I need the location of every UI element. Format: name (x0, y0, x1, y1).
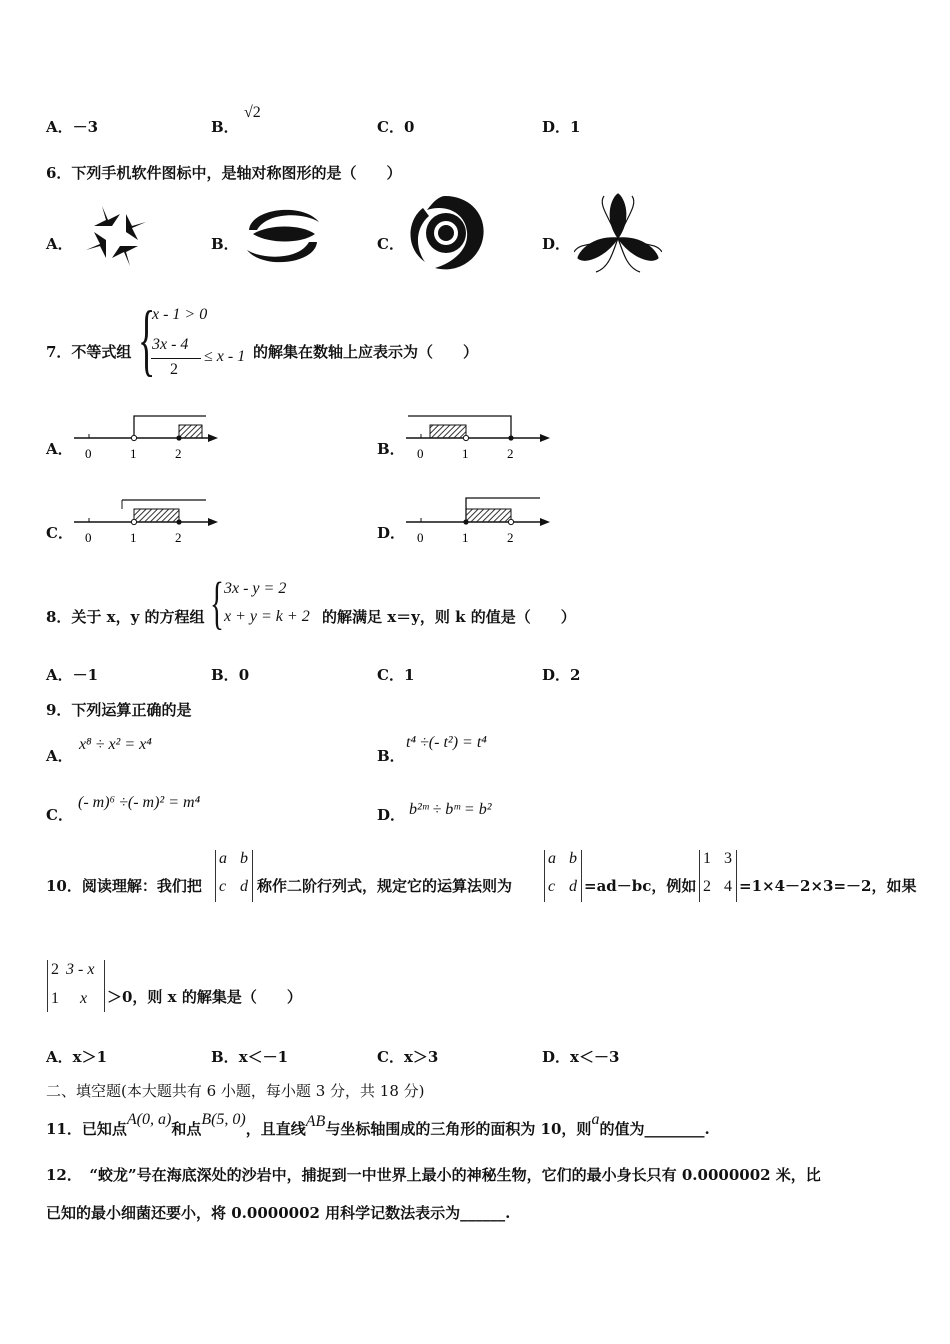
axis-tick-2: 2 (507, 530, 514, 545)
q8-option-c: C．1 (377, 666, 415, 684)
q5-option-b-value: √2 (244, 104, 261, 121)
axis-tick-2: 2 (507, 446, 514, 461)
q7-number-line-a (72, 408, 222, 464)
four-stars-icon (78, 198, 154, 274)
q8-option-a: A．－1 (46, 666, 99, 684)
q7-option-d-label: D． (377, 524, 406, 542)
q10-option-b: B．x＜－1 (211, 1048, 289, 1066)
q10-suffix: ＞0，则 x 的解集是（ ） (107, 988, 302, 1006)
axis-tick-2: 2 (175, 530, 182, 545)
axis-tick-0: 0 (85, 446, 92, 461)
axis-tick-1: 1 (130, 446, 137, 461)
q9-option-b-expr: t⁴ ÷(- t²) = t⁴ (406, 734, 487, 751)
q7-number-line-d (404, 492, 554, 548)
q10-option-a: A．x＞1 (46, 1048, 108, 1066)
q8-option-d: D．2 (542, 666, 581, 684)
q12-line-1: 12． “蛟龙”号在海底深处的沙岩中，捕捉到一中世界上最小的神秘生物，它们的最小身长只有 0.0000002 米，比 (46, 1166, 821, 1184)
q10-option-d: D．x＜－3 (542, 1048, 620, 1066)
q11-text: 11．已知点A(0, a)和点B(5, 0)，且直线AB与坐标轴围成的三角形的面积为 10，则a的值为________. (46, 1111, 710, 1138)
q9-option-a-label: A． (46, 747, 73, 765)
q7-brace: { (138, 296, 156, 384)
q7-ineq-2-numerator: 3x - 4 (152, 336, 189, 353)
q6-option-b-label: B． (211, 235, 239, 253)
q6-option-c-label: C． (377, 235, 404, 253)
q8-option-b: B．0 (211, 666, 250, 684)
q7-ineq-2-denominator: 2 (170, 361, 178, 378)
section-title: 二、填空题(本大题共有 6 小题，每小题 3 分，共 18 分) (46, 1082, 425, 1100)
q7-fraction-bar (151, 358, 201, 359)
q9-option-d-label: D． (377, 806, 406, 824)
axis-tick-1: 1 (462, 446, 469, 461)
q9-option-c-expr: (- m)⁶ ÷(- m)² = m⁴ (78, 794, 201, 811)
q9-option-a-expr: x⁸ ÷ x² = x⁴ (79, 736, 152, 753)
q6-option-a-label: A． (46, 235, 73, 253)
q8-brace: { (210, 570, 224, 635)
q7-number-line-b (404, 408, 554, 464)
q8-stem-prefix: 8．关于 x，y 的方程组 (46, 608, 205, 626)
q8-eq-1: 3x - y = 2 (224, 580, 287, 597)
axis-tick-0: 0 (417, 530, 424, 545)
det-question: 2 3 - x 1 x (47, 960, 105, 1012)
q9-option-c-label: C． (46, 806, 73, 824)
q5-option-b-label: B． (211, 118, 239, 136)
ring-logo-icon (243, 200, 323, 272)
q6-stem: 6．下列手机软件图标中，是轴对称图形的是（ ） (46, 164, 402, 182)
det-generic-2: a b c d (544, 850, 582, 902)
q5-option-d: D．1 (542, 118, 581, 136)
q5-option-a: A．－3 (46, 118, 99, 136)
axis-tick-2: 2 (175, 446, 182, 461)
q10-mid1: 称作二阶行列式，规定它的运算法则为 (257, 877, 513, 895)
q10-mid3: =1×4－2×3=－2，如果 (739, 877, 917, 895)
three-petal-icon (574, 192, 662, 274)
det-example: 1 3 2 4 (699, 850, 737, 902)
q9-option-b-label: B． (377, 747, 405, 765)
q8-eq-2: x + y = k + 2 (224, 608, 310, 625)
axis-tick-1: 1 (462, 530, 469, 545)
q12-line-2: 已知的最小细菌还要小，将 0.0000002 用科学记数法表示为______. (46, 1204, 511, 1222)
axis-tick-0: 0 (417, 446, 424, 461)
q10-prefix: 10．阅读理解：我们把 (46, 877, 202, 895)
q10-option-c: C．x＞3 (377, 1048, 439, 1066)
q7-option-c-label: C． (46, 524, 73, 542)
q6-option-d-label: D． (542, 235, 571, 253)
q7-ineq-1: x - 1 > 0 (152, 306, 208, 323)
q8-stem-suffix: 的解满足 x＝y，则 k 的值是（ ） (322, 608, 576, 626)
q7-option-a-label: A． (46, 440, 73, 458)
q5-option-c: C．0 (377, 118, 415, 136)
q7-number-line-c (72, 492, 222, 548)
det-generic-1: a b c d (215, 850, 253, 902)
q7-ineq-2-rhs: ≤ x - 1 (204, 348, 246, 365)
q7-stem-suffix: 的解集在数轴上应表示为（ ） (253, 343, 479, 361)
swirl-circle-icon (405, 194, 487, 274)
axis-tick-0: 0 (85, 530, 92, 545)
q7-stem-prefix: 7．不等式组 (46, 343, 132, 361)
q9-stem: 9．下列运算正确的是 (46, 701, 192, 719)
q7-option-b-label: B． (377, 440, 405, 458)
q9-option-d-expr: b²ᵐ ÷ bᵐ = b² (409, 801, 492, 818)
axis-tick-1: 1 (130, 530, 137, 545)
q10-mid2: =ad－bc，例如 (584, 877, 697, 895)
